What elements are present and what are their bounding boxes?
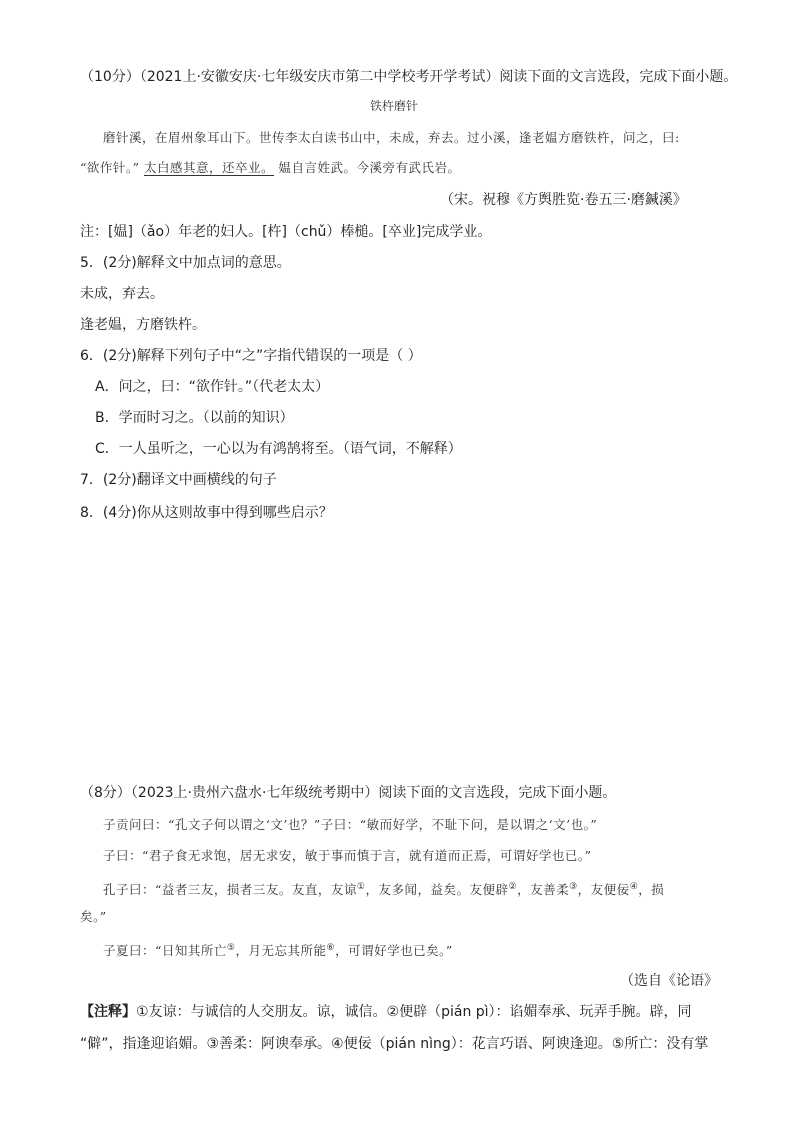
passage-text: ，友善柔	[517, 882, 570, 898]
passage-text: ，友便佞	[577, 882, 630, 898]
underlined-sentence: 太白感其意，还卒业。	[144, 160, 275, 175]
passage-title: 铁杵磨针	[370, 99, 419, 113]
footnote-marker: ④	[629, 882, 639, 892]
passage-text: “欲作针。”	[80, 160, 140, 175]
passage-text: 媪自言姓武。今溪旁有武氏岩。	[278, 160, 461, 175]
passage-source: （选自《论语》	[620, 973, 718, 989]
question-7: 7．(2分)翻译文中画横线的句子	[80, 472, 277, 488]
passage-line: 磨针溪，在眉州象耳山下。世传李太白读书山中，未成，弃去。过小溪，逢老媪方磨铁杵，问之，曰:	[103, 130, 680, 145]
footnote-marker: ⑥	[326, 943, 336, 953]
note-label: 【注释】	[80, 1004, 136, 1020]
option-b: B．学而时习之。（以前的知识）	[95, 410, 294, 426]
passage-line	[103, 938, 453, 961]
question-8: 8．(4分)你从这则故事中得到哪些启示？	[80, 505, 333, 521]
passage-text: ，月无忘其所能	[235, 943, 327, 959]
passage-text: ，损	[638, 882, 665, 898]
footnote-marker: ②	[508, 882, 518, 892]
footnote-marker: ⑤	[226, 943, 236, 953]
passage-text: 子夏曰：“日知其所亡	[103, 943, 227, 959]
passage-line: 子贡问曰：“孔文子何以谓之‘文’也？”子曰：“敏而好学，不耻下问，是以谓之‘文’也。”	[103, 817, 598, 832]
passage-line	[103, 877, 664, 900]
passage-text: ，可谓好学也已矣。”	[335, 943, 453, 959]
question-5-item: 未成，弃去。	[80, 286, 164, 302]
passage-line: 子曰：“君子食无求饱，居无求安，敏于事而慎于言，就有道而正焉，可谓好学也已。”	[103, 848, 592, 863]
question-5: 5．(2分)解释文中加点词的意思。	[80, 255, 291, 271]
passage-text: 孔子曰：“益者三友，损者三友。友直，友谅	[103, 882, 357, 898]
question-5-item: 逢老媪，方磨铁杵。	[80, 317, 206, 333]
passage-line	[80, 158, 461, 178]
section1-header: （10分）（2021上·安徽安庆·七年级安庆市第二中学校考开学考试）阅读下面的文言选段，完成下面小题。	[80, 69, 738, 85]
annotation-note: “僻”，指逢迎谄媚。③善柔：阿谀奉承。④便佞（pián nìng）：花言巧语、阿谀逢迎。⑤所亡：没有掌	[80, 1036, 709, 1052]
passage-source: （宋。祝穆《方舆胜览·卷五三·磨鍼溪》	[440, 192, 687, 208]
footnote-marker: ③	[569, 882, 578, 892]
option-a: A．问之，曰：“欲作针。”（代老太太）	[95, 379, 330, 395]
annotation-note	[80, 1002, 692, 1022]
annotation-note: 注：[媪]（ǎo）年老的妇人。[杵]（chǔ）棒槌。[卒业]完成学业。	[80, 224, 492, 240]
note-text: ①友谅：与诚信的人交朋友。谅，诚信。②便辟（pián pì）：谄媚奉承、玩弄手腕。辟，同	[136, 1004, 692, 1020]
option-c: C．一人虽听之，一心以为有鸿鹄将至。（语气词，不解释）	[95, 441, 462, 457]
section2-header: （8分）（2023上·贵州六盘水·七年级统考期中）阅读下面的文言选段，完成下面小题。	[80, 785, 617, 801]
passage-line: 矣。”	[80, 909, 107, 924]
passage-text: ，友多闻，益矣。友便辟	[365, 882, 509, 898]
question-6: 6．(2分)解释下列句子中“之”字指代错误的一项是（ ）	[80, 348, 422, 364]
footnote-marker: ①	[356, 882, 366, 892]
